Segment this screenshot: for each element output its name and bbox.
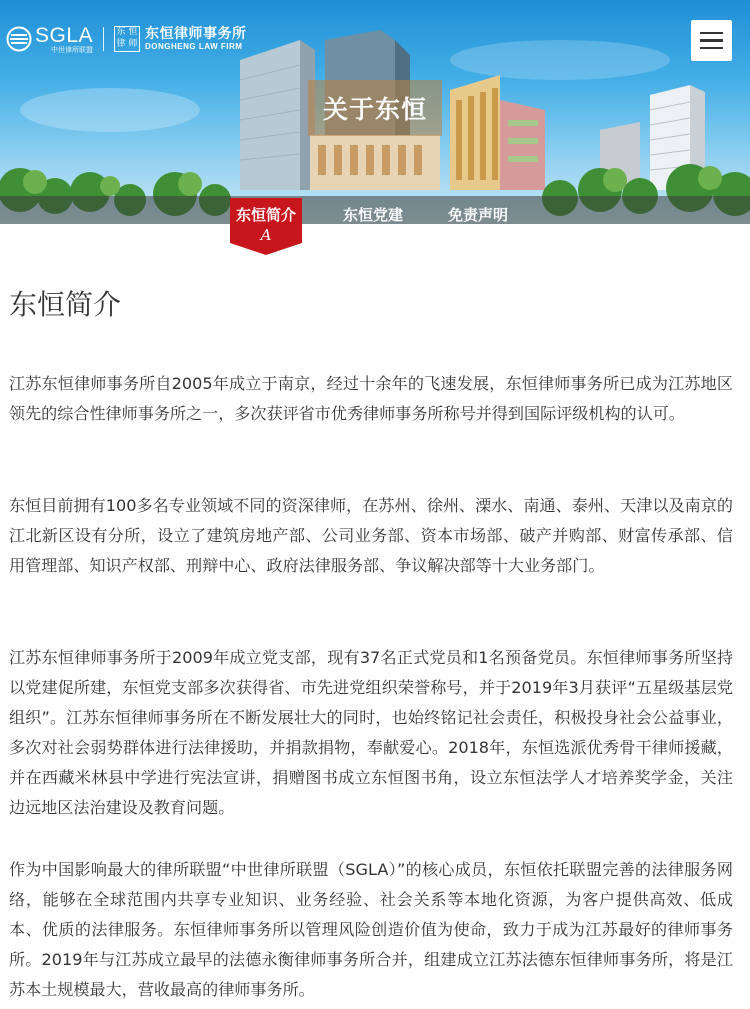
hamburger-icon xyxy=(700,47,723,50)
firm-name-cn: 东恒律师事务所 xyxy=(145,26,247,42)
tab-introduction-label: 东恒简介 xyxy=(235,206,296,224)
firm-seal-icon xyxy=(114,26,140,52)
tab-introduction-marker: A xyxy=(260,226,272,244)
tab-disclaimer[interactable]: 免责声明 xyxy=(448,206,509,224)
paragraph-sgla-member: 作为中国影响最大的律所联盟“中世律所联盟（SGLA）”的核心成员，东恒依托联盟完善的法律服务网络，能够在全球范围内共享专业知识、业务经验、社会关系等本地化资源，为客户提供高效、低成本、优质的法律服务。东恒律师事务所以管理风险创造价值为使命，致力于成为江苏最好的律师事务所。2019年与江苏成立最早的法德永衡律师事务所合并，组建成立江苏法德东恒律师事务所，将是江苏本土规模最大，营收最高的律师事务所。 xyxy=(9,860,733,999)
menu-button[interactable] xyxy=(691,20,732,61)
sgla-wordmark xyxy=(35,25,93,54)
tab-introduction[interactable] xyxy=(230,198,302,255)
brand-logo[interactable] xyxy=(6,22,247,56)
seal-char: 律 xyxy=(116,39,126,49)
paragraph-offices: 东恒目前拥有100多名专业领域不同的资深律师，在苏州、徐州、溧水、南通、泰州、天津以及南京的江北新区设有分所，设立了建筑房地产部、公司业务部、资本市场部、破产并购部、财富传承部、信用管理部、知识产权部、刑辩中心、政府法律服务部、争议解决部等十大业务部门。 xyxy=(9,496,733,575)
firm-wordmark xyxy=(145,26,247,52)
hamburger-icon xyxy=(700,39,723,42)
seal-char: 师 xyxy=(128,39,138,49)
paragraph-intro: 江苏东恒律师事务所自2005年成立于南京，经过十余年的飞速发展，东恒律师事务所已成为江苏地区领先的综合性律师事务所之一，多次获评省市优秀律师事务所称号并得到国际评级机构的认可。 xyxy=(9,374,733,423)
section-title: 东恒简介 xyxy=(9,288,122,321)
seal-char: 东 xyxy=(116,27,126,37)
firm-name-en: DONGHENG LAW FIRM xyxy=(145,42,243,51)
logo-divider xyxy=(103,27,104,51)
banner-title: 关于东恒 xyxy=(308,80,442,136)
paragraph-party-branch: 江苏东恒律师事务所于2009年成立党支部，现有37名正式党员和1名预备党员。东恒律师事务所坚持以党建促所建，东恒党支部多次获得省、市先进党组织荣誉称号，并于2019年3月获评“五星级基层党组织”。江苏东恒律师事务所在不断发展壮大的同时，也始终铭记社会责任，积极投身社会公益事业，多次对社会弱势群体进行法律援助，并捐款捐物，奉献爱心。2018年，东恒选派优秀骨干律师援藏，并在西藏米林县中学进行宪法宣讲，捐赠图书成立东恒图书角，设立东恒法学人才培养奖学金，关注边远地区法治建设及教育问题。 xyxy=(9,648,733,817)
sgla-logo-text: SGLA xyxy=(35,23,94,47)
seal-char: 恒 xyxy=(128,27,138,37)
sgla-logo-subtext: 中世律所联盟 xyxy=(51,45,94,54)
page-banner xyxy=(0,0,750,224)
tab-party-building[interactable]: 东恒党建 xyxy=(343,206,404,224)
sgla-globe-icon xyxy=(6,26,32,52)
hamburger-icon xyxy=(700,32,723,35)
